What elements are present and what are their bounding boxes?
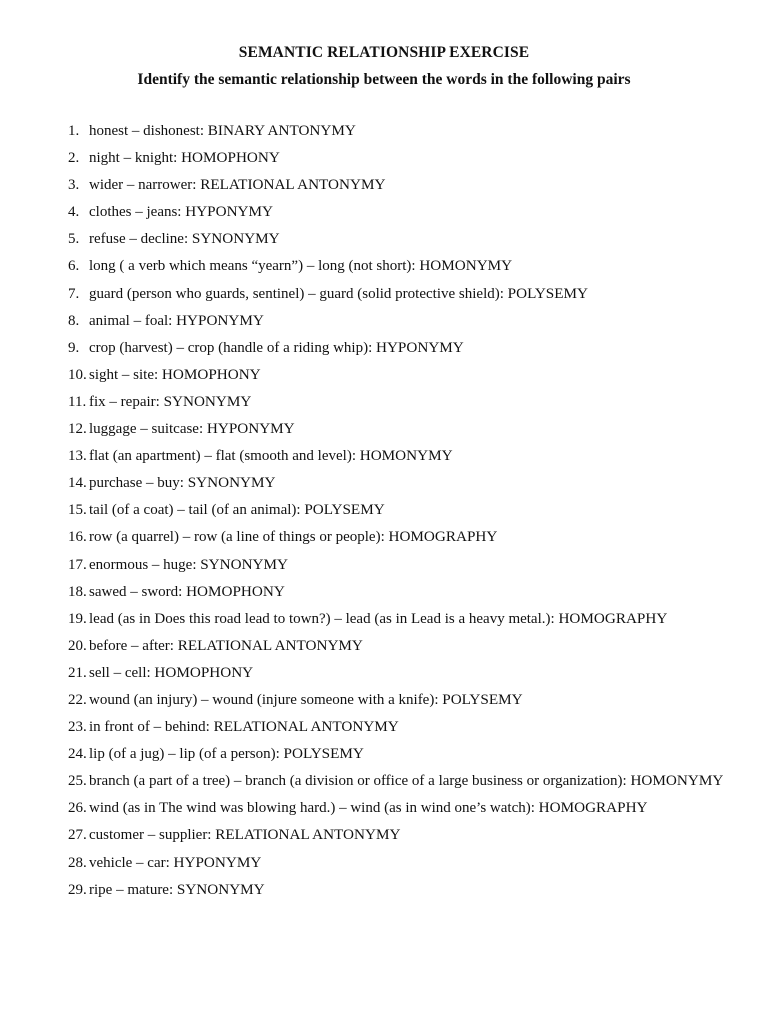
item-number: 23. [68,719,87,736]
item-text [89,474,728,493]
word-pair: tail (of a coat) – tail (of an animal): [89,502,305,519]
word-pair: branch (a part of a tree) – branch (a division or office of a large business or organization): [89,773,631,790]
list-item [68,474,728,493]
item-text [89,366,728,385]
document-subtitle: Identify the semantic relationship between the words in the following pairs [137,71,631,88]
word-pair: lead (as in Does this road lead to town?) – lead (as in Lead is a heavy metal.): [89,610,559,627]
list-item [68,257,728,276]
word-pair: lip (of a jug) – lip (of a person): [89,746,284,763]
word-pair: sawed – sword: [89,583,187,600]
item-text [89,745,728,764]
relationship-answer: HOMOGRAPHY [538,799,648,817]
word-pair: customer – supplier: [89,827,216,844]
item-text [89,339,728,358]
relationship-answer: HYPONYMY [376,338,464,356]
relationship-answer: HOMOPHONY [181,149,280,167]
item-text [89,556,728,575]
item-text [89,691,728,710]
item-text [89,772,728,791]
word-pair: honest – dishonest: [89,123,208,139]
exercise-list [68,122,728,908]
list-item [68,610,728,629]
word-pair: enormous – huge: [89,556,201,573]
list-item [68,854,728,873]
relationship-answer: POLYSEMY [304,501,385,519]
list-item [68,826,728,845]
item-number: 6. [68,258,80,275]
item-text [89,799,728,818]
item-text [89,637,728,656]
relationship-answer: SYNONYMY [163,392,252,410]
relationship-answer: HYPONYMY [206,420,295,438]
relationship-answer: POLYSEMY [507,284,588,302]
relationship-answer: SYNONYMY [187,474,276,492]
word-pair: wound (an injury) – wound (injure someone with a knife): [89,691,443,708]
item-text [89,881,728,900]
list-item [68,447,728,466]
relationship-answer: SYNONYMY [176,880,265,898]
item-text [89,664,728,683]
list-item [68,230,728,249]
item-text [89,854,728,873]
list-item [68,122,728,141]
item-text [89,176,728,195]
item-number: 11. [68,393,87,410]
word-pair: before – after: [89,637,178,654]
list-item [68,285,728,304]
relationship-answer: HOMOPHONY [161,365,261,383]
item-number: 4. [68,204,80,221]
item-text [89,149,728,168]
item-number: 13. [68,448,87,465]
word-pair: crop (harvest) – crop (handle of a riding whip): [89,339,376,356]
item-number: 1. [68,123,80,139]
item-number: 10. [68,366,87,383]
relationship-answer: SYNONYMY [200,555,288,573]
item-number: 16. [68,529,87,546]
item-number: 22. [68,691,87,708]
document-title: SEMANTIC RELATIONSHIP EXERCISE [238,44,530,61]
item-number: 27. [68,827,87,844]
word-pair: guard (person who guards, sentinel) – guard (solid protective shield): [89,285,508,302]
word-pair: luggage – suitcase: [89,421,207,438]
item-number: 28. [68,854,87,871]
relationship-answer: RELATIONAL ANTONYMY [215,826,401,844]
item-number: 12. [68,421,87,438]
item-number: 3. [68,177,80,194]
list-item [68,149,728,168]
list-item [68,799,728,818]
word-pair: wider – narrower: [89,177,201,194]
list-item [68,637,728,656]
word-pair: fix – repair: [89,393,164,410]
word-pair: purchase – buy: [89,475,188,492]
item-text [89,257,728,276]
word-pair: vehicle – car: [89,854,174,871]
word-pair: sight – site: [89,366,162,383]
item-text [89,420,728,439]
relationship-answer: HYPONYMY [185,203,273,221]
word-pair: wind (as in The wind was blowing hard.) – wind (as in wind one’s watch): [89,800,539,817]
list-item [68,312,728,331]
item-number: 2. [68,150,80,167]
item-number: 17. [68,556,87,573]
word-pair: refuse – decline: [89,231,192,248]
list-item [68,772,728,791]
item-text [89,528,728,547]
relationship-answer: BINARY ANTONYMY [207,122,356,139]
item-text [89,122,728,141]
word-pair: night – knight: [89,150,182,167]
item-number: 9. [68,339,80,356]
item-text [89,718,728,737]
item-text [89,583,728,602]
relationship-answer: POLYSEMY [442,690,523,708]
item-text [89,203,728,222]
item-text [89,230,728,249]
item-text [89,610,728,629]
relationship-answer: HYPONYMY [176,311,264,329]
item-number: 26. [68,800,87,817]
list-item [68,176,728,195]
word-pair: sell – cell: [89,664,155,681]
item-number: 29. [68,881,87,898]
word-pair: in front of – behind: [89,719,214,736]
word-pair: clothes – jeans: [89,204,186,221]
list-item [68,528,728,547]
item-number: 24. [68,746,87,763]
list-item [68,583,728,602]
relationship-answer: HOMONYMY [359,447,453,465]
relationship-answer: HYPONYMY [173,853,262,871]
relationship-answer: SYNONYMY [191,230,280,248]
item-number: 5. [68,231,80,248]
item-text [89,393,728,412]
word-pair: flat (an apartment) – flat (smooth and level): [89,448,360,465]
relationship-answer: HOMOGRAPHY [558,609,668,627]
item-text [89,285,728,304]
word-pair: animal – foal: [89,312,177,329]
list-item [68,393,728,412]
relationship-answer: HOMONYMY [630,772,724,790]
list-item [68,691,728,710]
item-number: 21. [68,664,87,681]
list-item [68,881,728,900]
relationship-answer: RELATIONAL ANTONYMY [200,176,386,194]
relationship-answer: HOMOPHONY [154,663,254,681]
word-pair: long ( a verb which means “yearn”) – long (not short): [89,258,420,275]
item-number: 7. [68,285,80,302]
relationship-answer: HOMOPHONY [186,582,285,600]
list-item [68,501,728,520]
item-number: 8. [68,312,80,329]
list-item [68,718,728,737]
relationship-answer: RELATIONAL ANTONYMY [177,636,363,654]
relationship-answer: HOMOGRAPHY [388,528,498,546]
item-number: 19. [68,610,87,627]
list-item [68,203,728,222]
list-item [68,745,728,764]
item-number: 25. [68,773,87,790]
item-number: 14. [68,475,87,492]
item-text [89,501,728,520]
item-number: 20. [68,637,87,654]
item-number: 18. [68,583,87,600]
relationship-answer: RELATIONAL ANTONYMY [213,718,399,736]
list-item [68,366,728,385]
word-pair: row (a quarrel) – row (a line of things or people): [89,529,389,546]
item-number: 15. [68,502,87,519]
list-item [68,339,728,358]
word-pair: ripe – mature: [89,881,177,898]
item-text [89,447,728,466]
item-text [89,826,728,845]
list-item [68,664,728,683]
item-text [89,312,728,331]
list-item [68,556,728,575]
relationship-answer: POLYSEMY [283,745,364,763]
relationship-answer: HOMONYMY [419,257,513,275]
list-item [68,420,728,439]
